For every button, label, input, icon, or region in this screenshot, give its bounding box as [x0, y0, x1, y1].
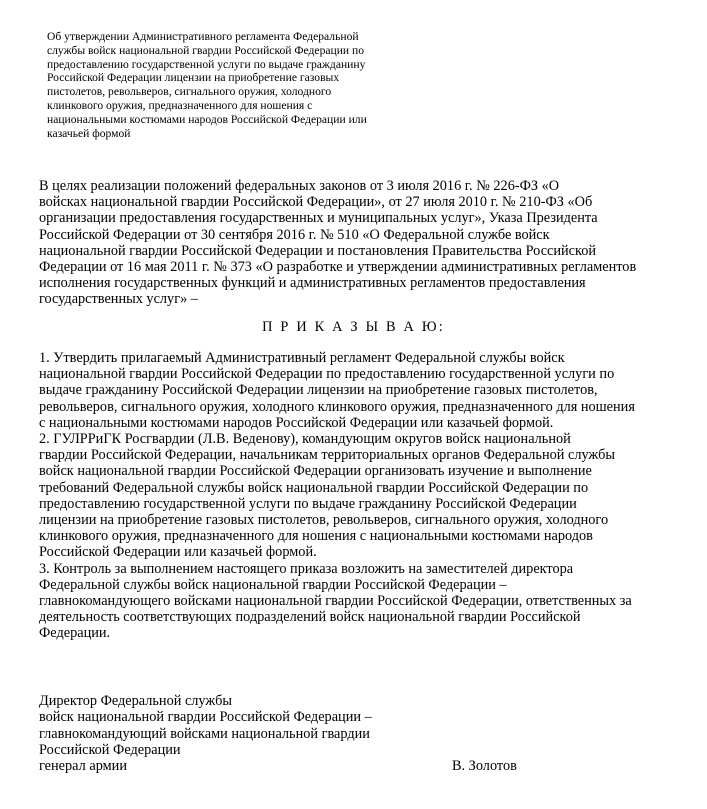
order-item-2: 2. ГУЛРРиГК Росгвардии (Л.В. Веденову), командующим округов войск национальной гвардии Российской Федерации, начальникам территориальных органов Федеральной службы войск национальной гвардии Российской Федерации организовать изучение и выполнение требований Федеральной службы войск национальной гвардии Российской Федерации по предоставлению государственной услуги по выдаче гражданину Российской Федерации лицензии на приобретение газовых пистолетов, револьверов, сигнального оружия, холодного клинкового оружия, предназначенного для ношения с национальными костюмами народов Российской Федерации или казачьей формой.	[39, 431, 615, 561]
signature-name: В. Золотов	[452, 758, 517, 774]
document-preamble: В целях реализации положений федеральных законов от 3 июля 2016 г. № 226-ФЗ «О войсках национальной гвардии Российской Федерации», от 27 июля 2010 г. № 210-ФЗ «Об организации предоставления государственных и муниципальных услуг», Указа Президента Российской Федерации от 30 сентября 2016 г. № 510 «О Федеральной службе войск национальной гвардии Российской Федерации и постановления Правительства Российской Федерации от 16 мая 2011 г. № 373 «О разработке и утверждении административных регламентов исполнения государственных функций и административных регламентов предоставления государственных услуг» –	[39, 178, 637, 308]
order-item-3: 3. Контроль за выполнением настоящего приказа возложить на заместителей директора Федеральной службы войск национальной гвардии Российской Федерации – главнокомандующего войсками национальной гвардии Российской Федерации, ответственных за деятельность соответствующих подразделений войск национальной гвардии Российской Федерации.	[39, 560, 632, 642]
order-item-1: 1. Утвердить прилагаемый Административный регламент Федеральной службы войск национальной гвардии Российской Федерации по предоставлению государственной услуги по выдаче гражданину Российской Федерации лицензии на приобретение газовых пистолетов, револьверов, сигнального оружия, холодного клинкового оружия, предназначенного для ношения с национальными костюмами народов Российской Федерации или казачьей формой.	[39, 350, 635, 431]
document-heading: Об утверждении Административного регламента Федеральной службы войск национальной гвардии Российской Федерации по предоставлению государственной услуги по выдаче гражданину Российской Федерации лицензии на приобретение газовых пистолетов, револьверов, сигнального оружия, холодного клинкового оружия, предназначенного для ношения с национальными костюмами народов Российской Федерации или казачьей формой	[47, 30, 367, 140]
signature-title: Директор Федеральной службы войск национальной гвардии Российской Федерации – главнокомандующий войсками национальной гвардии Российской Федерации генерал армии	[39, 693, 372, 775]
order-items	[39, 350, 679, 642]
order-word: П Р И К А З Ы В А Ю:	[262, 319, 445, 335]
